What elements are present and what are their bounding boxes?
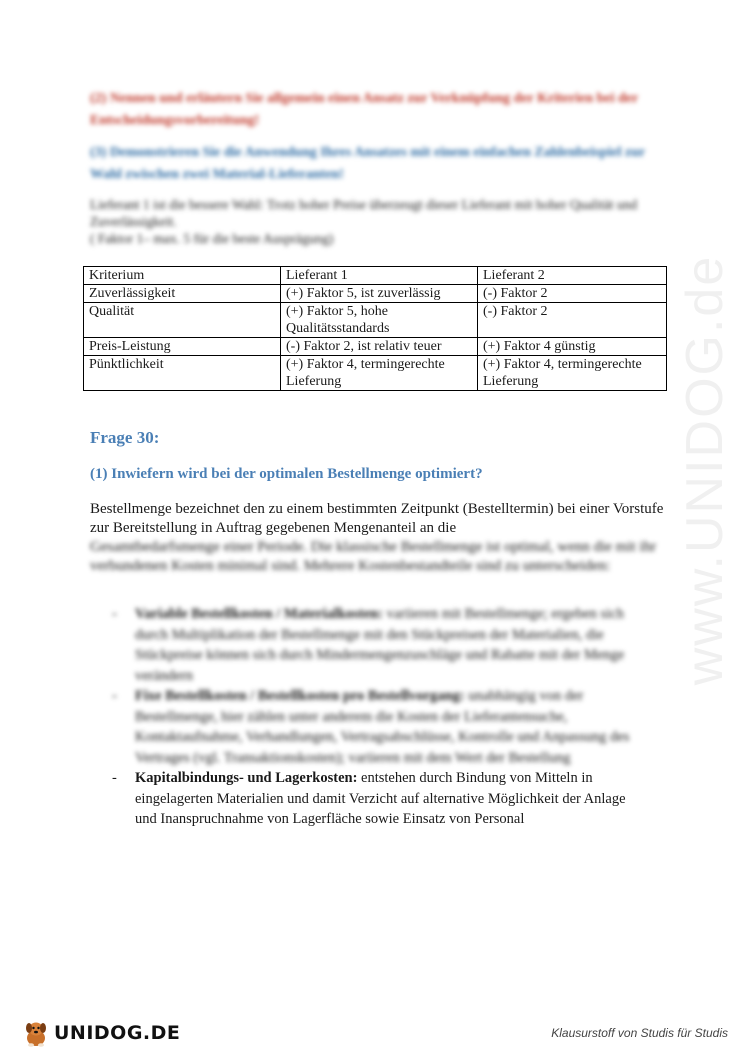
unidog-logo xyxy=(22,1016,180,1050)
table-cell: Qualität xyxy=(84,303,281,338)
table-cell: (-) Faktor 2 xyxy=(478,285,667,303)
list-item xyxy=(110,604,650,686)
list-item xyxy=(110,686,650,768)
watermark: www.UNIDOG.de xyxy=(676,254,734,686)
table-header-cell: Kriterium xyxy=(84,267,281,285)
table-cell: Pünktlichkeit xyxy=(84,356,281,391)
table-cell: Zuverlässigkeit xyxy=(84,285,281,303)
list-dash: - xyxy=(112,606,117,622)
list-dash: - xyxy=(112,688,117,704)
intro-text xyxy=(90,196,670,247)
frage-title: Frage 30: xyxy=(90,428,160,447)
dog-icon xyxy=(22,1018,50,1048)
list-item-term: Kapitalbindungs- und Lagerkosten: xyxy=(135,770,358,786)
list-item-term: Variable Bestellkosten / Materialkosten: xyxy=(135,606,383,622)
cost-list xyxy=(110,604,650,830)
answer-paragraph xyxy=(90,500,665,576)
table-row xyxy=(84,356,667,391)
logo-text: UNIDOG.DE xyxy=(54,1022,181,1044)
table-cell: (+) Faktor 5, ist zuverlässig xyxy=(281,285,478,303)
list-item-text: variieren mit Bestellmenge; ergeben sich durch Multiplikation der Bestellmenge mit den Stückpreisen der Materialien, die Stückpreise können sich durch Mindermengenzuschläge und Rabatte mit der Menge verändern xyxy=(135,606,625,684)
table-row xyxy=(84,338,667,356)
table-cell: Preis-Leistung xyxy=(84,338,281,356)
intro-line-2: ( Faktor 1– max. 5 für die beste Ausprägung) xyxy=(90,231,334,246)
table-row xyxy=(84,303,667,338)
list-item xyxy=(110,768,650,830)
answer-paragraph-blurred: Gesamtbedarfsmenge einer Periode. Die klassische Bestellmenge ist optimal, wenn die mit ihr verbundenen Kosten minimal sind. Mehrere Kostenbestandteile sind zu unterscheiden: xyxy=(90,539,657,574)
question-2: (2) Nennen und erläutern Sie allgemein einen Ansatz zur Verknüpfung der Kriterien bei der Entscheidungsvorbereitung! xyxy=(90,91,638,128)
answer-paragraph-clear: Bestellmenge bezeichnet den zu einem bestimmten Zeitpunkt (Bestelltermin) bei einer Vorstufe zur Bereitstellung in Auftrag gegebenen Mengenanteil an die xyxy=(90,501,664,536)
table-cell: (+) Faktor 4, termingerechte Lieferung xyxy=(478,356,667,391)
table-cell: (-) Faktor 2, ist relativ teuer xyxy=(281,338,478,356)
table-cell: (-) Faktor 2 xyxy=(478,303,667,338)
question-3: (3) Demonstrieren Sie die Anwendung Ihres Ansatzes mit einem einfachen Zahlenbeispiel zur Wahl zwischen zwei Material-Lieferanten! xyxy=(90,145,645,182)
footer-tagline: Klausurstoff von Studis für Studis xyxy=(551,1026,728,1040)
table-row xyxy=(84,285,667,303)
list-dash: - xyxy=(112,770,117,786)
list-item-term: Fixe Bestellkosten / Bestellkosten pro Bestellvorgang: xyxy=(135,688,465,704)
criteria-table xyxy=(83,266,667,391)
intro-line-1: Lieferant 1 ist die bessere Wahl: Trotz hoher Preise überzeugt dieser Lieferant mit hoher Qualität und Zuverlässigkeit. xyxy=(90,197,638,229)
table-header-row xyxy=(84,267,667,285)
frage-question: (1) Inwiefern wird bei der optimalen Bestellmenge optimiert? xyxy=(90,466,483,482)
table-cell: (+) Faktor 5, hohe Qualitätsstandards xyxy=(281,303,478,338)
table-cell: (+) Faktor 4 günstig xyxy=(478,338,667,356)
list-item-text: unabhängig von der Bestellmenge, hier zählen unter anderem die Kosten der Lieferantensuche, Kontaktaufnahme, Verhandlungen, Vertragsabschlüsse, Kontrolle und Anpassung des Vertrages (vgl. Transaktionskosten); variieren mit dem Wert der Bestellung xyxy=(135,688,630,766)
table-header-cell: Lieferant 1 xyxy=(281,267,478,285)
table-header-cell: Lieferant 2 xyxy=(478,267,667,285)
list-item-text: entstehen durch Bindung von Mitteln in eingelagerten Materialien und damit Verzicht auf alternative Möglichkeit der Anlage und Inanspruchnahme von Lagerfläche sowie Einsatz von Personal xyxy=(135,770,626,827)
table-cell: (+) Faktor 4, termingerechte Lieferung xyxy=(281,356,478,391)
